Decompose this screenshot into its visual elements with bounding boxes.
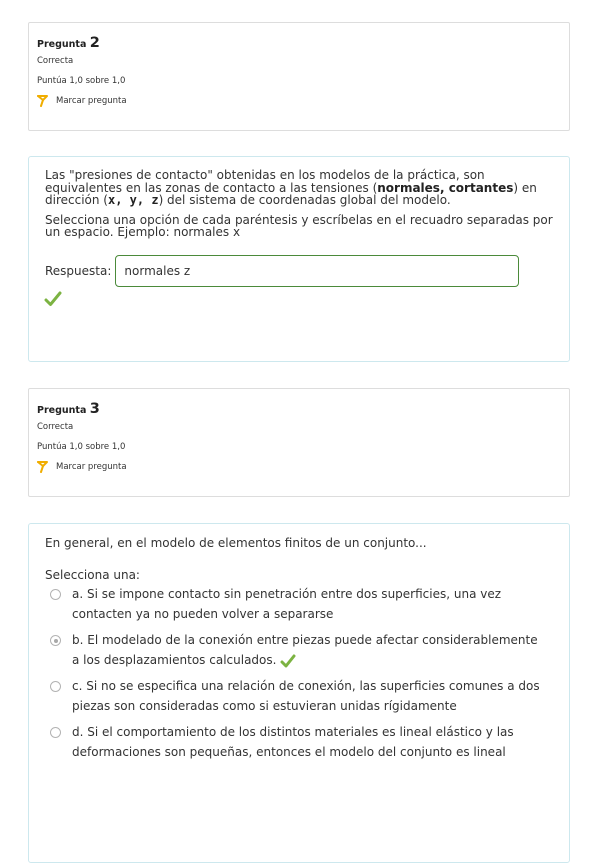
question-label: Pregunta	[37, 405, 87, 416]
radio-b[interactable]	[50, 635, 61, 646]
flag-icon	[37, 461, 48, 473]
question-3-text: En general, en el modelo de elementos finitos de un conjunto...	[45, 536, 427, 550]
question-2-flag-button[interactable]	[37, 95, 561, 107]
option-a[interactable]	[50, 584, 553, 624]
question-2-info	[28, 22, 570, 131]
question-3-number	[37, 401, 561, 417]
radio-d[interactable]	[50, 727, 61, 738]
correct-check-icon	[280, 654, 296, 668]
question-2-number	[37, 35, 561, 51]
question-label: Pregunta	[37, 39, 87, 50]
option-a-label: a. Si se impone contacto sin penetración entre dos superficies, una vez contacten ya no pueden volver a separarse	[72, 587, 502, 621]
flag-label: Marcar pregunta	[56, 462, 127, 472]
question-3-state: Correcta	[37, 422, 74, 432]
option-d-label: d. Si el comportamiento de los distintos materiales es lineal elástico y las deformaciones son pequeñas, entonces el modelo del conjunto es lineal	[72, 725, 514, 759]
answer-row	[45, 255, 553, 287]
option-b-label: b. El modelado de la conexión entre piezas puede afectar considerablemente a los desplazamientos calculados.	[72, 633, 538, 667]
flag-label: Marcar pregunta	[56, 96, 127, 106]
question-3-info	[28, 388, 570, 497]
answer-label: Respuesta:	[45, 263, 112, 278]
question-2-instructions: Selecciona una opción de cada paréntesis y escríbelas en el recuadro separadas por un espacio. Ejemplo: normales x	[45, 212, 553, 239]
option-c-label: c. Si no se especifica una relación de conexión, las superficies comunes a dos piezas son consideradas como si estuvieran unidas rígidamente	[72, 679, 540, 713]
question-3-grade: Puntúa 1,0 sobre 1,0	[37, 442, 126, 452]
radio-c[interactable]	[50, 681, 61, 692]
option-b[interactable]	[50, 630, 553, 670]
option-b-label-wrap	[72, 630, 542, 670]
option-d[interactable]	[50, 722, 553, 762]
answer-input[interactable]	[115, 255, 519, 287]
options-list	[50, 584, 553, 762]
correct-check-icon	[44, 291, 62, 307]
question-2-content	[28, 156, 570, 362]
flag-icon	[37, 95, 48, 107]
question-2-text: Las "presiones de contacto" obtenidas en los modelos de la práctica, son equivalentes en las zonas de contacto a las tensiones (normales, cortantes) en dirección (x, y, z) del sistema de coordenadas global del modelo.	[45, 168, 537, 207]
radio-a[interactable]	[50, 589, 61, 600]
question-number: 3	[89, 401, 100, 417]
question-number: 2	[89, 35, 100, 51]
question-2-state: Correcta	[37, 56, 74, 66]
option-c[interactable]	[50, 676, 553, 716]
question-3-prompt: Selecciona una:	[45, 567, 140, 582]
question-3-content	[28, 523, 570, 863]
question-3-flag-button[interactable]	[37, 461, 561, 473]
question-2-grade: Puntúa 1,0 sobre 1,0	[37, 76, 126, 86]
